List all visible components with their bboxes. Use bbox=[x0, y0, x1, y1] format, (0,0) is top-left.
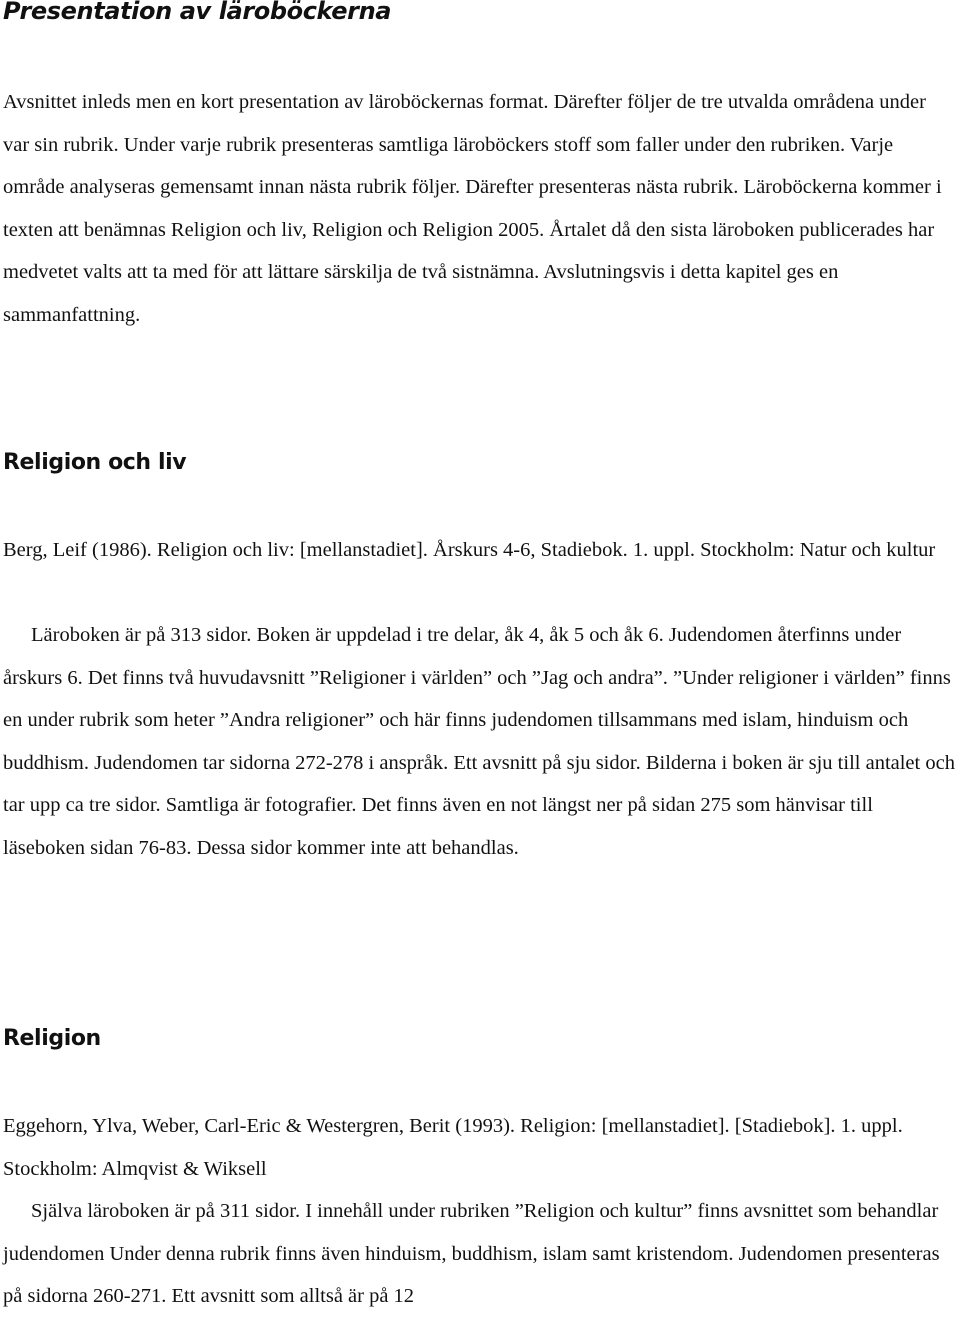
page-title: Presentation av läroböckerna bbox=[3, 0, 392, 25]
intro-paragraph: Avsnittet inleds men en kort presentation av läroböckernas format. Därefter följer de tre utvalda områdena under var sin rubrik. Under varje rubrik presenteras samtliga läroböckers stoff som faller under den rubriken. Varje område analyseras gemensamt innan nästa rubrik följer. Därefter presenteras nästa rubrik. Läroböckerna kommer i texten att benämnas Religion och liv, Religion och Religion 2005. Årtalet då den sista läroboken publicerades har medvetet valts att ta med för att lättare särskilja de två sistnämna. Avslutningsvis i detta kapitel ges en sammanfattning. bbox=[3, 91, 942, 326]
section-title-religion: Religion bbox=[3, 1026, 101, 1051]
section-body-religion-och-liv: Läroboken är på 313 sidor. Boken är uppdelad i tre delar, åk 4, åk 5 och åk 6. Judendomen återfinns under årskurs 6. Det finns två huvudavsnitt ”Religioner i världen” och ”Jag och andra”. ”Under religioner i världen” finns en under rubrik som heter ”Andra religioner” och här finns judendomen tillsammans med islam, hinduism och buddhism. Judendomen tar sidorna 272-278 i anspråk. Ett avsnitt på sju sidor. Bilderna i boken är sju till antalet och tar upp ca tre sidor. Samtliga är fotografier. Det finns även en not längst ner på sidan 275 som hänvisar till läseboken sidan 76-83. Dessa sidor kommer inte att behandlas. bbox=[3, 624, 955, 859]
section-body-religion: Själva läroboken är på 311 sidor. I innehåll under rubriken ”Religion och kultur” finns avsnittet som behandlar judendomen Under denna rubrik finns även hinduism, buddhism, islam samt kristendom. Judendomen presenteras på sidorna 260-271. Ett avsnitt som alltså är på 12 bbox=[3, 1200, 940, 1307]
book-reference-religion: Eggehorn, Ylva, Weber, Carl-Eric & Westergren, Berit (1993). Religion: [mellanstadiet]. [Stadiebok]. 1. uppl. Stockholm: Almqvist & Wiksell bbox=[3, 1115, 903, 1180]
book-reference-religion-och-liv: Berg, Leif (1986). Religion och liv: [mellanstadiet]. Årskurs 4-6, Stadiebok. 1. uppl. Stockholm: Natur och kultur bbox=[3, 539, 936, 561]
section-title-religion-och-liv: Religion och liv bbox=[3, 450, 187, 475]
